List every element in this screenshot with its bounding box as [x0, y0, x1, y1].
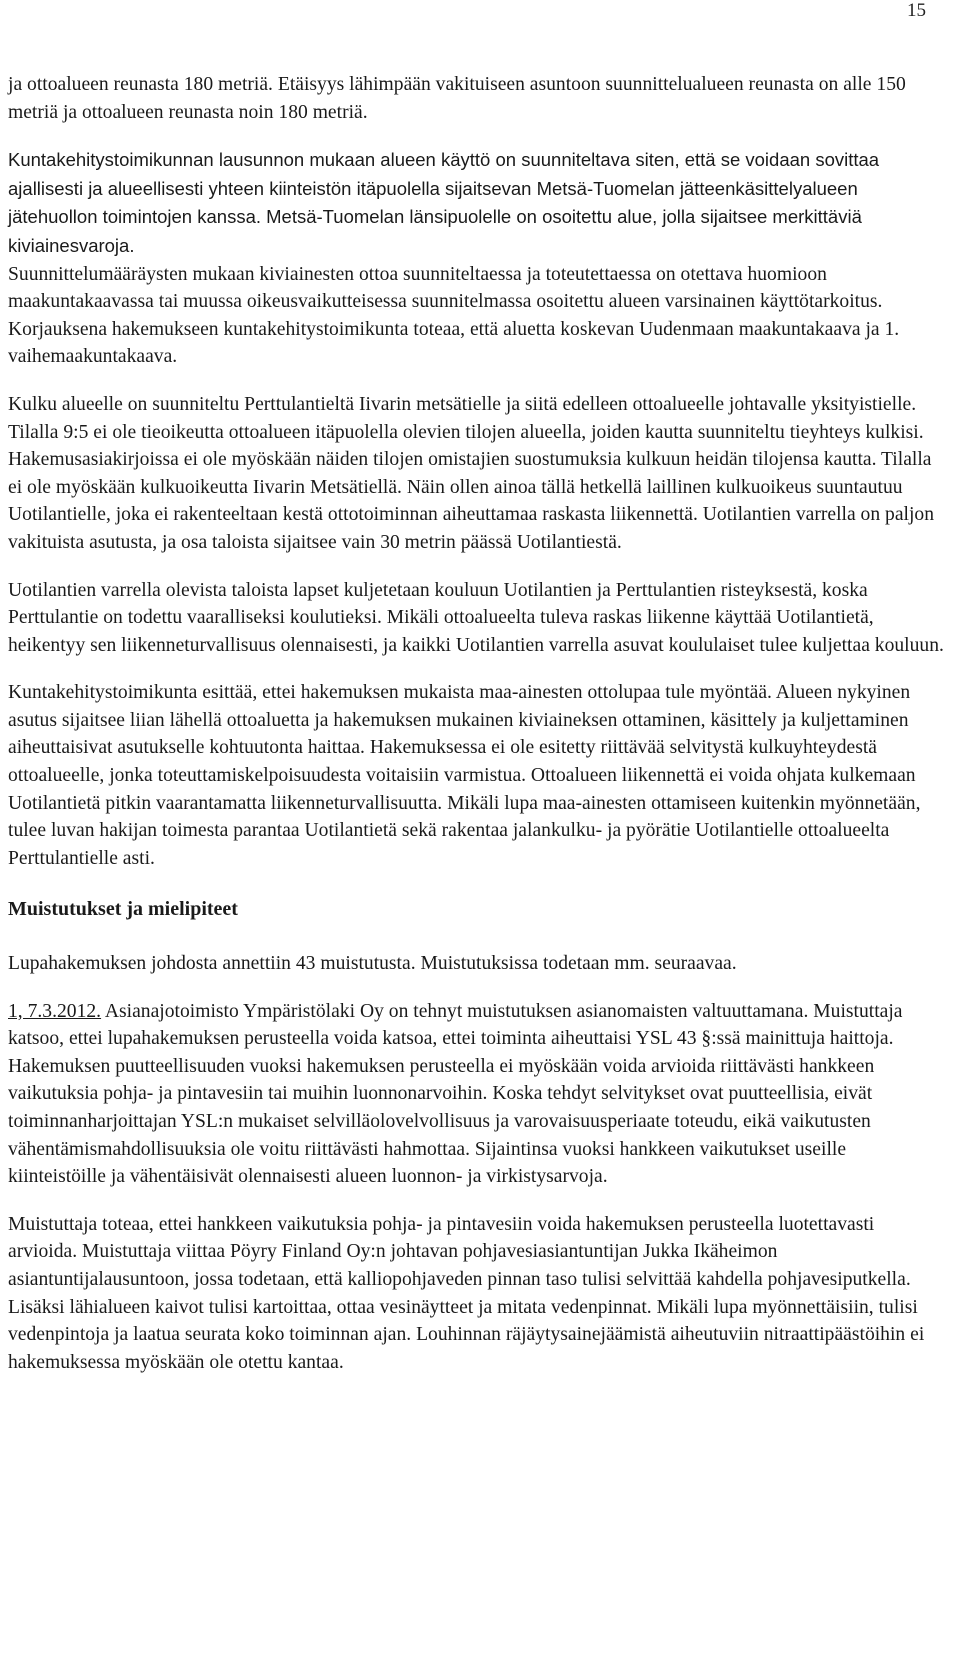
objection-1-text: Asianajotoimisto Ympäristölaki Oy on tehnyt muistutuksen asianomaisten valtuuttamana. Muistuttaja katsoo, ettei lupahakemuksen perusteella voida katsoa, ettei toiminta aiheuttaisi YSL 43 §:ssä mainittuja haittoja. Hakemuksen puutteellisuuden vuoksi hakemuksen perusteella ei myöskään voida arvioida riittävästi hankkeen vaikutuksia pohja- ja pintavesiin tai muihin luonnonarvoihin. Koska tehdyt selvitykset ovat puutteellisia, eivät toiminnanharjoittajan YSL:n mukaiset selvilläolovelvollisuus ja varovaisuusperiaate toteudu, eikä vaikutusten vähentämismahdollisuuksia ole voitu riittävästi hahmottaa. Sijaintinsa vuoksi hankkeen vaikutukset useille kiinteistöille ja vähentäisivät olennaisesti alueen luonnon- ja virkistysarvoja.: [8, 1000, 903, 1188]
paragraph-continuation: ja ottoalueen reunasta 180 metriä. Etäisyys lähimpään vakituiseen asuntoon suunnittelualueen reunasta on alle 150 metriä ja ottoalueen reunasta noin 180 metriä.: [8, 74, 906, 123]
document-body: [8, 71, 946, 1396]
paragraph-objection-1: [8, 998, 946, 1191]
paragraph-council-statement: [8, 146, 946, 260]
paragraph-planning-regulations: Suunnittelumääräysten mukaan kiviainesten ottoa suunniteltaessa ja toteutettaessa on otettava huomioon maakuntakaavassa tai muussa oikeusvaikutteisessa suunnitelmassa osoitettu alueen varsinainen käyttötarkoitus. Korjauksena hakemukseen kuntakehitystoimikunta toteaa, että aluetta koskevan Uudenmaan maakuntakaava ja 1. vaihemaakuntakaava.: [8, 263, 900, 368]
paragraph-council-proposal: Kuntakehitystoimikunta esittää, ettei hakemuksen mukaista maa-ainesten ottolupaa tule myöntää. Alueen nykyinen asutus sijaitsee liian lähellä ottoaluetta ja hakemuksen mukainen kiviaineksen ottaminen, käsittely ja kuljettaminen aiheuttaisivat asutukselle kohtuutonta haittaa. Hakemuksessa ei ole esitetty riittävää selvitystä kulkuyhteydestä ottoalueelle, jonka toteuttamiskelpoisuudesta voitaisiin varmistua. Ottoalueen liikennettä ei voida ohjata kulkemaan Uotilantietä pitkin vaarantamatta liikenneturvallisuutta. Mikäli lupa maa-ainesten ottamiseen kuitenkin myönnetään, tulee luvan hakijan toimesta parantaa Uotilantietä sekä rakentaa jalankulku- ja pyörätie Uotilantielle ottoalueelta Perttulantielle asti.: [8, 682, 921, 869]
paragraph-school-transport: Uotilantien varrella olevista taloista lapset kuljetetaan kouluun Uotilantien ja Perttulantien risteyksestä, koska Perttulantie on todettu vaaralliseksi koulutieksi. Mikäli ottoalueelta tuleva raskas liikenne käyttää Uotilantietä, heikentyy sen liikenneturvallisuus olennaisesti, ja kaikki Uotilantien varrella asuvat koululaiset tulee kuljettaa kouluun.: [8, 579, 944, 656]
paragraph-council-statement-sans: Kuntakehitystoimikunnan lausunnon mukaan alueen käyttö on suunniteltava siten, että se voidaan sovittaa ajallisesti ja alueellisesti yhteen kiinteistön itäpuolella sijaitsevan Metsä-Tuomelan jätteenkäsittelyalueen jätehuollon toimintojen kanssa. Metsä-Tuomelan länsipuolelle on osoitettu alue, jolla sijaitsee merkittäviä kiviainesvaroja.: [8, 149, 880, 256]
section-heading: Muistutukset ja mielipiteet: [8, 898, 238, 921]
objection-reference: 1, 7.3.2012.: [8, 1000, 102, 1022]
paragraph-access-route: Kulku alueelle on suunniteltu Perttulantieltä Iivarin metsätielle ja siitä edelleen ottoalueelle johtavalle yksityistielle. Tilalla 9:5 ei ole tieoikeutta ottoalueen itäpuolella olevien tilojen alueella, joiden kautta suunniteltu tieyhteys kulkisi. Hakemusasiakirjoissa ei ole myöskään näiden tilojen omistajien suostumuksia kulkuun heidän tilojensa kautta. Tilalla ei ole myöskään kulkuoikeutta Iivarin Metsätiellä. Näin ollen ainoa tällä hetkellä laillinen kulkuoikeus suuntautuu Uotilantielle, joka ei rakenteeltaan kestä ottotoiminnan aiheuttamaa raskasta liikennettä. Uotilantien varrella on paljon vakituista asutusta, ja osa taloista sijaitsee vain 30 metrin päässä Uotilantiestä.: [8, 393, 935, 553]
paragraph-objections-intro: Lupahakemuksen johdosta annettiin 43 muistutusta. Muistutuksissa todetaan mm. seuraavaa.: [8, 953, 737, 975]
page-number: 15: [907, 0, 926, 21]
paragraph-groundwater: Muistuttaja toteaa, ettei hankkeen vaikutuksia pohja- ja pintavesiin voida hakemuksen perusteella luotettavasti arvioida. Muistuttaja viittaa Pöyry Finland Oy:n johtavan pohjavesiasiantuntijan Jukka Ikäheimon asiantuntijalausuntoon, jossa todetaan, että kalliopohjaveden pinnan taso tulisi selvittää kahdella pohjavesiputkella. Lisäksi lähialueen kaivot tulisi kartoittaa, ottaa vesinäytteet ja mitata vedenpinnat. Mikäli lupa myönnettäisiin, tulisi vedenpintoja ja laatua seurata koko toiminnan ajan. Louhinnan räjäytysainejäämistä aiheutuviin nitraattipäästöihin ei hakemuksessa myöskään ole otettu kantaa.: [8, 1213, 925, 1373]
